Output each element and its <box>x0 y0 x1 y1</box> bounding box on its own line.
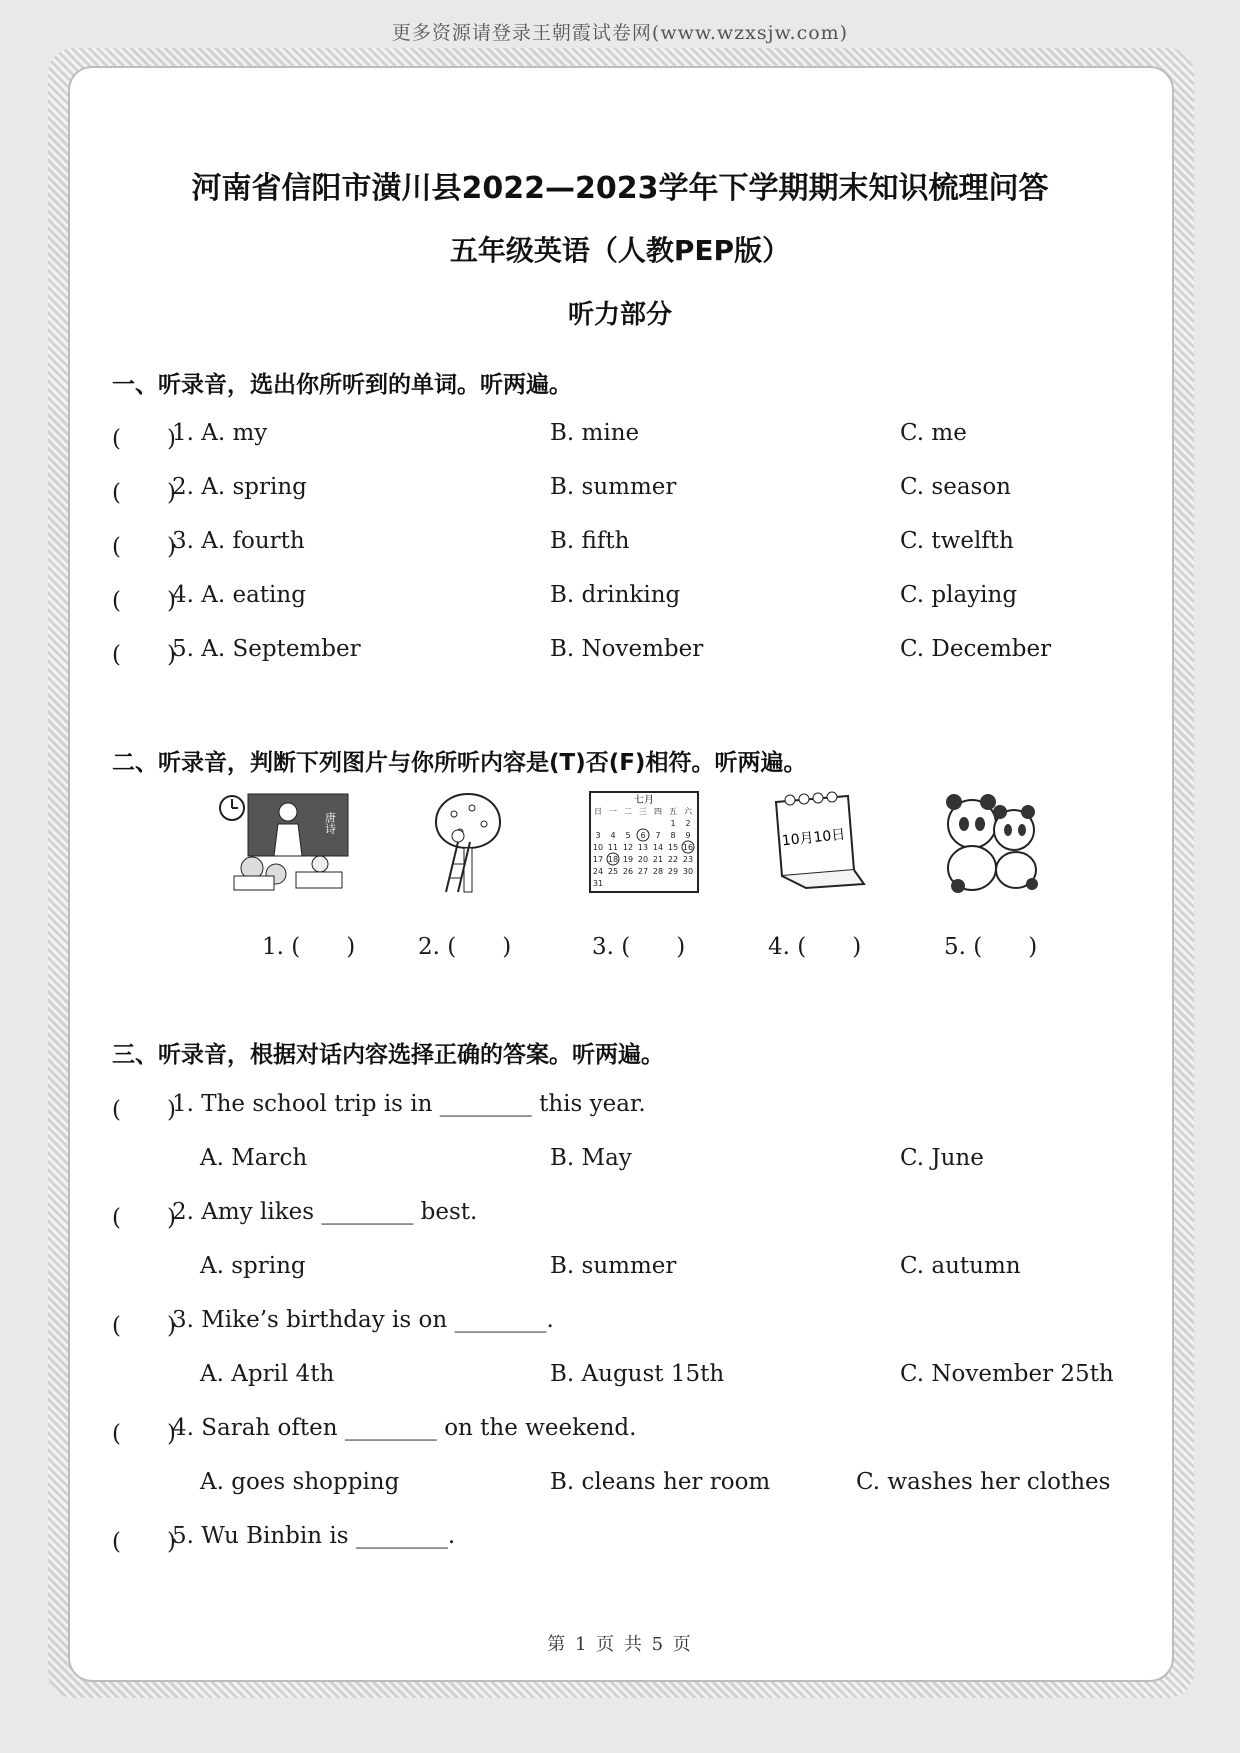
option-c: C. washes her clothes <box>856 1469 1111 1495</box>
picture-row <box>0 790 1240 900</box>
svg-text:25: 25 <box>607 867 619 876</box>
answer-paren[interactable]: ( ) <box>112 480 176 506</box>
header-note: 更多资源请登录王朝霞试卷网(www.wzxsjw.com) <box>391 22 849 44</box>
blackboard-text: 唐诗 <box>323 812 337 834</box>
svg-text:2: 2 <box>685 819 691 828</box>
svg-text:21: 21 <box>652 855 664 864</box>
svg-text:27: 27 <box>637 867 649 876</box>
option-a: 4. A. eating <box>172 582 306 608</box>
option-c: C. playing <box>900 582 1018 608</box>
svg-text:三: 三 <box>639 807 647 816</box>
s3-options-3 <box>0 1361 1240 1395</box>
option-b: B. mine <box>550 420 640 446</box>
svg-text:29: 29 <box>667 867 679 876</box>
svg-text:18: 18 <box>607 855 619 864</box>
svg-text:26: 26 <box>622 867 634 876</box>
option-a: 3. A. fourth <box>172 528 305 554</box>
svg-text:22: 22 <box>667 855 679 864</box>
question-text: 5. Wu Binbin is ________. <box>172 1523 456 1549</box>
answer-paren[interactable]: ( ) <box>112 588 176 614</box>
option-c: C. June <box>900 1145 984 1171</box>
exam-subtitle: 五年级英语（人教PEP版） <box>449 234 791 267</box>
s3-question-1 <box>0 1091 1240 1125</box>
s3-options-2 <box>0 1253 1240 1287</box>
svg-text:11: 11 <box>607 843 619 852</box>
option-b: B. drinking <box>550 582 681 608</box>
s3-options-4 <box>0 1469 1240 1503</box>
option-c: C. twelfth <box>900 528 1014 554</box>
question-text: 1. The school trip is in ________ this year. <box>172 1091 646 1117</box>
s1-item-1 <box>0 420 1240 454</box>
s1-item-2 <box>0 474 1240 508</box>
exam-title: 河南省信阳市潢川县2022—2023学年下学期期末知识梳理问答 <box>191 171 1049 206</box>
judge-slot-4[interactable]: 4. ( ) <box>768 934 862 960</box>
option-c: C. autumn <box>900 1253 1021 1279</box>
s3-question-4 <box>0 1415 1240 1449</box>
svg-text:四: 四 <box>654 807 662 816</box>
option-c: C. December <box>900 636 1052 662</box>
judge-slot-1[interactable]: 1. ( ) <box>262 934 356 960</box>
option-a: 1. A. my <box>172 420 268 446</box>
option-a: 2. A. spring <box>172 474 307 500</box>
answer-paren[interactable]: ( ) <box>112 1421 176 1447</box>
option-b: B. fifth <box>550 528 630 554</box>
svg-text:五: 五 <box>669 807 677 816</box>
svg-text:4: 4 <box>610 831 616 840</box>
judge-slot-5[interactable]: 5. ( ) <box>944 934 1038 960</box>
question-text: 4. Sarah often ________ on the weekend. <box>172 1415 637 1441</box>
desk-calendar-picture <box>766 790 866 894</box>
svg-text:六: 六 <box>684 807 692 816</box>
section3-heading: 三、听录音，根据对话内容选择正确的答案。听两遍。 <box>112 1042 664 1068</box>
svg-text:1: 1 <box>670 819 676 828</box>
svg-text:17: 17 <box>592 855 604 864</box>
option-b: B. May <box>550 1145 632 1171</box>
svg-text:20: 20 <box>637 855 649 864</box>
s1-item-3 <box>0 528 1240 562</box>
s3-options-1 <box>0 1145 1240 1179</box>
answer-paren[interactable]: ( ) <box>112 1097 176 1123</box>
answer-paren[interactable]: ( ) <box>112 642 176 668</box>
answer-paren[interactable]: ( ) <box>112 426 176 452</box>
answer-paren[interactable]: ( ) <box>112 1529 176 1555</box>
pandas-picture <box>936 790 1050 894</box>
option-c: C. me <box>900 420 967 446</box>
tree-picture <box>428 790 508 894</box>
svg-text:3: 3 <box>595 831 601 840</box>
svg-text:13: 13 <box>637 843 649 852</box>
s3-question-5 <box>0 1523 1240 1557</box>
option-a: A. March <box>200 1145 308 1171</box>
judge-slot-3[interactable]: 3. ( ) <box>592 934 686 960</box>
option-b: B. summer <box>550 474 677 500</box>
option-b: B. November <box>550 636 704 662</box>
svg-text:24: 24 <box>592 867 604 876</box>
answer-paren[interactable]: ( ) <box>112 1205 176 1231</box>
s1-item-5 <box>0 636 1240 670</box>
svg-text:16: 16 <box>682 843 694 852</box>
option-b: B. cleans her room <box>550 1469 771 1495</box>
section1-heading: 一、听录音，选出你所听到的单词。听两遍。 <box>112 372 572 398</box>
answer-paren[interactable]: ( ) <box>112 1313 176 1339</box>
svg-text:8: 8 <box>670 831 676 840</box>
svg-text:日: 日 <box>594 807 602 816</box>
page-footer: 第 1 页 共 5 页 <box>547 1634 693 1655</box>
svg-text:12: 12 <box>622 843 634 852</box>
classroom-picture <box>218 790 352 894</box>
month-calendar-picture <box>588 790 700 894</box>
option-c: C. season <box>900 474 1011 500</box>
option-b: B. summer <box>550 1253 677 1279</box>
svg-text:19: 19 <box>622 855 634 864</box>
option-a: A. goes shopping <box>200 1469 400 1495</box>
svg-text:30: 30 <box>682 867 694 876</box>
question-text: 3. Mike’s birthday is on ________. <box>172 1307 554 1333</box>
svg-text:一: 一 <box>609 807 617 816</box>
desk-calendar-date: 10月10日 <box>781 826 847 850</box>
section2-heading: 二、听录音，判断下列图片与你所听内容是(T)否(F)相符。听两遍。 <box>112 750 807 776</box>
option-b: B. August 15th <box>550 1361 725 1387</box>
option-a: A. April 4th <box>200 1361 335 1387</box>
s3-question-3 <box>0 1307 1240 1341</box>
svg-text:23: 23 <box>682 855 694 864</box>
svg-text:28: 28 <box>652 867 664 876</box>
part-title: 听力部分 <box>567 300 672 330</box>
svg-text:15: 15 <box>667 843 679 852</box>
svg-text:5: 5 <box>625 831 631 840</box>
question-text: 2. Amy likes ________ best. <box>172 1199 478 1225</box>
svg-text:10: 10 <box>592 843 604 852</box>
option-c: C. November 25th <box>900 1361 1114 1387</box>
svg-text:9: 9 <box>685 831 691 840</box>
answer-paren[interactable]: ( ) <box>112 534 176 560</box>
svg-text:6: 6 <box>640 831 646 840</box>
svg-text:7: 7 <box>655 831 661 840</box>
s3-question-2 <box>0 1199 1240 1233</box>
calendar-month: 七月 <box>634 795 654 806</box>
svg-text:31: 31 <box>592 879 604 888</box>
svg-text:14: 14 <box>652 843 664 852</box>
svg-text:二: 二 <box>624 807 632 816</box>
option-a: A. spring <box>200 1253 306 1279</box>
s1-item-4 <box>0 582 1240 616</box>
judge-slot-2[interactable]: 2. ( ) <box>418 934 512 960</box>
option-a: 5. A. September <box>172 636 361 662</box>
